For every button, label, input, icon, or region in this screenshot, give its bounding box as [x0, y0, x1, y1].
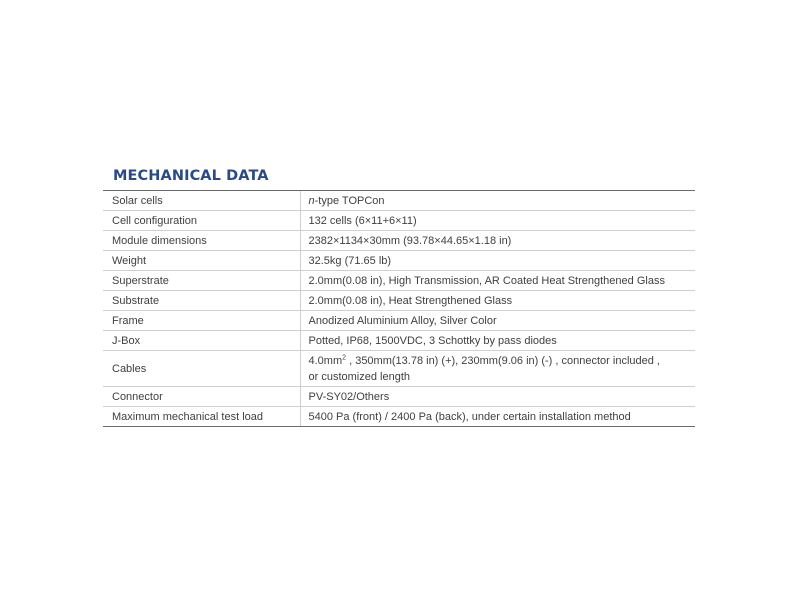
row-value: Potted, IP68, 1500VDC, 3 Schottky by pass diodes	[300, 331, 695, 351]
value-italic-prefix: n	[308, 194, 315, 207]
row-value	[300, 351, 695, 387]
table-row	[103, 331, 695, 351]
row-value: 2.0mm(0.08 in), High Transmission, AR Coated Heat Strengthened Glass	[300, 271, 695, 291]
table-row	[103, 191, 695, 211]
table-row	[103, 387, 695, 407]
value-line-1: $4.0mm^2$ , 350mm(13.78 in) (+), 230mm(9.06 in) (-) , connector included ,	[308, 353, 660, 367]
table-row	[103, 271, 695, 291]
table-row	[103, 407, 695, 427]
row-label: Cables	[103, 351, 300, 387]
mechanical-data-table	[103, 191, 695, 427]
row-value: 2382×1134×30mm (93.78×44.65×1.18 in)	[300, 231, 695, 251]
row-label: Connector	[103, 387, 300, 407]
row-label: Superstrate	[103, 271, 300, 291]
row-value: 5400 Pa (front) / 2400 Pa (back), under certain installation method	[300, 407, 695, 427]
row-label: J-Box	[103, 331, 300, 351]
row-value: 32.5kg (71.65 lb)	[300, 251, 695, 271]
row-label: Solar cells	[103, 191, 300, 211]
value-text: -type TOPCon	[314, 194, 385, 207]
row-value: 132 cells (6×11+6×11)	[300, 211, 695, 231]
section-title: MECHANICAL DATA	[113, 168, 269, 184]
table-row	[103, 231, 695, 251]
value-line-2: or customized length	[308, 370, 410, 383]
table-row	[103, 251, 695, 271]
row-label: Frame	[103, 311, 300, 331]
row-value	[300, 191, 695, 211]
superscript: 2	[342, 353, 347, 361]
table-row	[103, 311, 695, 331]
row-label: Maximum mechanical test load	[103, 407, 300, 427]
row-value: Anodized Aluminium Alloy, Silver Color	[300, 311, 695, 331]
mechanical-data-section	[103, 162, 695, 427]
table-row	[103, 291, 695, 311]
row-label: Substrate	[103, 291, 300, 311]
row-label: Weight	[103, 251, 300, 271]
row-value: 2.0mm(0.08 in), Heat Strengthened Glass	[300, 291, 695, 311]
row-label: Cell configuration	[103, 211, 300, 231]
table-row	[103, 211, 695, 231]
row-value: PV-SY02/Others	[300, 387, 695, 407]
table-row	[103, 351, 695, 387]
row-label: Module dimensions	[103, 231, 300, 251]
